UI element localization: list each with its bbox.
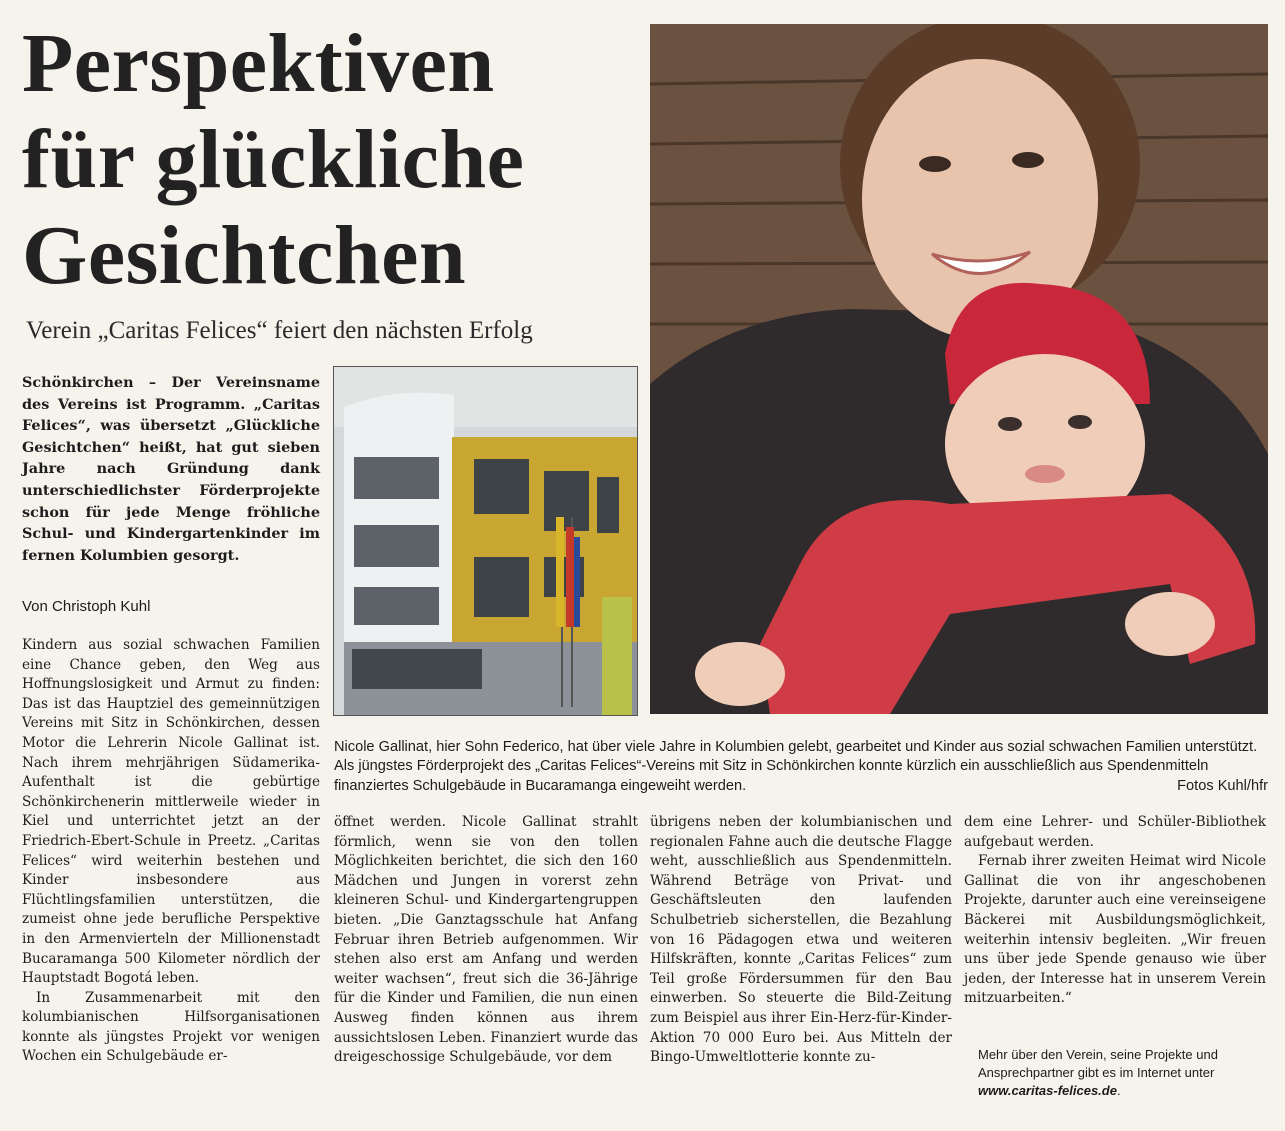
body-paragraph: Fernab ihrer zweiten Heimat wird Nicole Gallinat die von ihr angeschobenen Projekte, darunter auch eine vereinseigene Bäckerei mit Ausbildungsmöglichkeit, weiterhin intensiv begleiten. „Wir freuen uns über jede Spende genauso wie über jeden, der Interesse hat in unserem Verein mitzuarbeiten.“	[964, 853, 1266, 1007]
website-link[interactable]: www.caritas-felices.de	[978, 1083, 1117, 1098]
photo-caption	[334, 738, 1268, 796]
website-note	[978, 1046, 1268, 1100]
body-paragraph: In Zusammenarbeit mit den kolumbianischen Hilfsorganisationen konnte als jüngstes Projekt vor wenigen Wochen ein Schulgebäude er-	[22, 989, 320, 1065]
body-column-2	[334, 813, 638, 1068]
caption-text: Nicole Gallinat, hier Sohn Federico, hat über viele Jahre in Kolumbien gelebt, gearbeitet und Kinder aus sozial schwachen Familien unterstützt. Als jüngstes Förderprojekt des „Caritas Felices“-Vereins mit Sitz in Schönkirchen konnte kürzlich ein ausschließlich aus Spendenmitteln finanziertes Schulgebäude in Bucaramanga eingeweiht werden.	[334, 739, 1258, 794]
website-link-period: .	[1116, 1083, 1121, 1098]
body-column-3	[650, 813, 952, 1068]
body-column-4	[964, 813, 1266, 1009]
body-paragraph: dem eine Lehrer- und Schüler-Bibliothek aufgebaut werden.	[964, 814, 1266, 850]
headline-line-3: Gesichtchen	[22, 209, 467, 302]
school-building-photo	[333, 366, 638, 716]
body-paragraph: übrigens neben der kolumbianischen und regionalen Fahne auch die deutsche Flagge weht, ausschließlich aus Spendenmitteln. Während Beträge von Privat- und Geschäftsleuten den laufenden Schulbetrieb sicherstellen, die Bezahlung von 16 Pädagogen etwa und weiteren Hilfskräften, konnte „Caritas Felices“ zum Teil große Fördersummen für den Bau einwerben. So steuerte die Bild-Zeitung zum Beispiel aus ihrer Ein-Herz-für-Kinder-Aktion 70 000 Euro bei. Aus Mitteln der Bingo-Umweltlotterie konnte zu-	[650, 814, 952, 1066]
photo-credit: Fotos Kuhl/hfr	[1177, 777, 1268, 794]
mother-and-baby-photo	[650, 24, 1268, 714]
body-paragraph: Kindern aus sozial schwachen Familien eine Chance geben, den Weg aus Hoffnungslosigkeit und Armut zu finden: Das ist das Hauptziel des gemeinnützigen Vereins mit Sitz in Schönkirchen, dessen Motor die Lehrerin Nicole Gallinat ist. Nach ihrem mehrjährigen Südamerika-Aufenthalt ist die gebürtige Schönkirchenerin mittlerweile wieder in Kiel und unterrichtet jetzt an der Friedrich-Ebert-Schule in Preetz. „Caritas Felices“ wird weiterhin bestehen und Kinder insbesondere aus Flüchtlingsfamilien unterstützen, die zumeist ohne jede berufliche Perspektive in den Armenvierteln der Millionenstadt Bucaramanga 500 Kilometer nördlich der Hauptstadt Bogotá leben.	[22, 637, 320, 987]
mother-and-baby-illustration	[650, 24, 1268, 714]
website-note-text: Mehr über den Verein, seine Projekte und Ansprechpartner gibt es im Internet unter	[978, 1047, 1218, 1080]
school-building-illustration	[334, 367, 637, 715]
byline: Von Christoph Kuhl	[22, 598, 151, 615]
headline-line-2: für glückliche	[22, 113, 525, 206]
headline-line-1: Perspektiven	[22, 17, 495, 110]
subheadline: Verein „Caritas Felices“ feiert den nächsten Erfolg	[26, 317, 533, 344]
body-paragraph: öffnet werden. Nicole Gallinat strahlt förmlich, wenn sie von den tollen Möglichkeiten berichtet, die sich den 160 Mädchen und Jungen in vorerst zehn kleineren Schul- und Kindergartengruppen bieten. „Die Ganztagsschule hat Anfang Februar ihren Betrieb aufgenommen. Wir stehen also erst am Anfang und werden weiter wachsen“, freut sich die 36-Jährige für die Kinder und Familien, die nun einen Ausweg finden können aus ihrem aussichtslosen Leben. Finanziert wurde das dreigeschossige Schulgebäude, vor dem	[334, 814, 638, 1066]
headline	[22, 16, 632, 304]
body-column-1	[22, 636, 320, 1067]
lead-paragraph: Schönkirchen – Der Vereinsname des Vereins ist Programm. „Caritas Felices“, was übersetzt „Glückliche Gesichtchen“ heißt, hat gut sieben Jahre nach Gründung dank unterschiedlichster Förderprojekte schon für jede Menge fröhliche Schul- und Kindergartenkinder im fernen Kolumbien gesorgt.	[22, 374, 320, 564]
